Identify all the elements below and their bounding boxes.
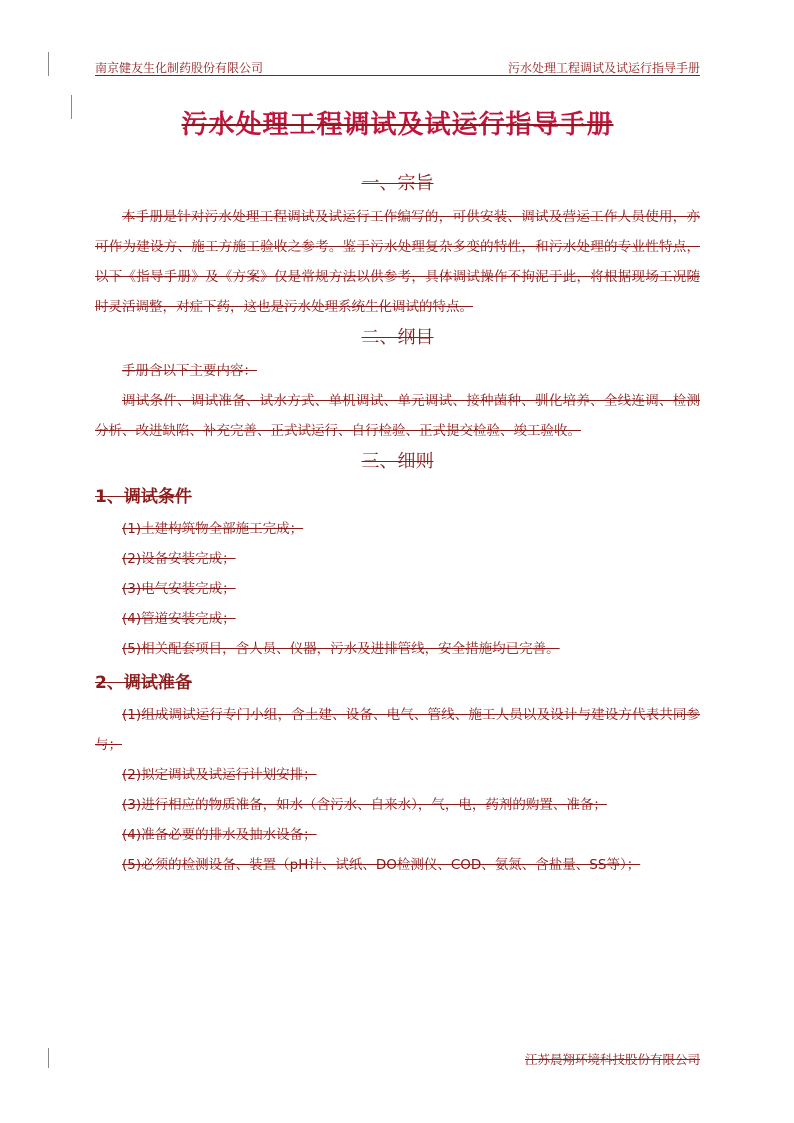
list-item: (2)设备安装完成； [122, 551, 236, 567]
header-doc-title: 污水处理工程调试及试运行指导手册 [507, 61, 700, 75]
list-item: (4)准备必要的排水及抽水设备； [122, 827, 317, 843]
list-item: (3)进行相应的物质准备，如水（含污水、自来水），气，电，药剂的购置、准备； [122, 797, 607, 813]
list-item: (3)电气安装完成； [122, 581, 236, 597]
section-heading-outline: 二、纲目 [361, 327, 434, 348]
header-company: 南京健友生化制药股份有限公司 [95, 61, 264, 75]
purpose-paragraph: 本手册是针对污水处理工程调试及试运行工作编写的，可供安装、调试及营运工作人员使用，亦可作为建设方、施工方施工验收之参考。鉴于污水处理复杂多变的特性，和污水处理的专业性特点，以下《指导手册》及《方案》仅是常规方法以供参考，具体调试操作不拘泥于此，将根据现场工况随时灵活调整，对症下药，这也是污水处理系统生化调试的特点。 [95, 209, 700, 315]
crop-mark-bottom-left [48, 1048, 49, 1068]
document-title: 污水处理工程调试及试运行指导手册 [181, 110, 614, 140]
list-item: (1)土建构筑物全部施工完成； [122, 521, 304, 537]
list-item: (5)必须的检测设备、装置（pH计、试纸、DO检测仪、COD、氨氮、含盐量、SS等）； [122, 857, 641, 873]
section-heading-purpose: 一、宗旨 [361, 173, 434, 194]
crop-mark-top-inner [71, 95, 72, 119]
list-item: (2)拟定调试及试运行计划安排； [122, 767, 317, 783]
header-rule [95, 75, 700, 76]
section-heading-details: 三、细则 [361, 451, 434, 472]
subheading-preparation: 2、调试准备 [95, 673, 192, 693]
outline-paragraph: 调试条件、调试准备、试水方式、单机调试、单元调试、接种菌种、驯化培养、全线连调、检测分析、改进缺陷、补充完善、正式试运行、自行检验、正式提交检验、竣工验收。 [95, 393, 700, 439]
subheading-conditions: 1、调试条件 [95, 487, 192, 507]
list-item: (5)相关配套项目，含人员、仪器，污水及进排管线，安全措施均已完善。 [122, 641, 560, 657]
outline-intro: 手册含以下主要内容： [122, 363, 257, 379]
page-footer: 江苏晨翔环境科技股份有限公司 [524, 1052, 700, 1067]
page-header [95, 58, 700, 76]
document-body [95, 168, 700, 880]
list-item: (1)组成调试运行专门小组，含土建、设备、电气、管线、施工人员以及设计与建设方代表共同参与； [95, 707, 700, 753]
list-item: (4)管道安装完成； [122, 611, 236, 627]
crop-mark-top-left [48, 52, 49, 76]
